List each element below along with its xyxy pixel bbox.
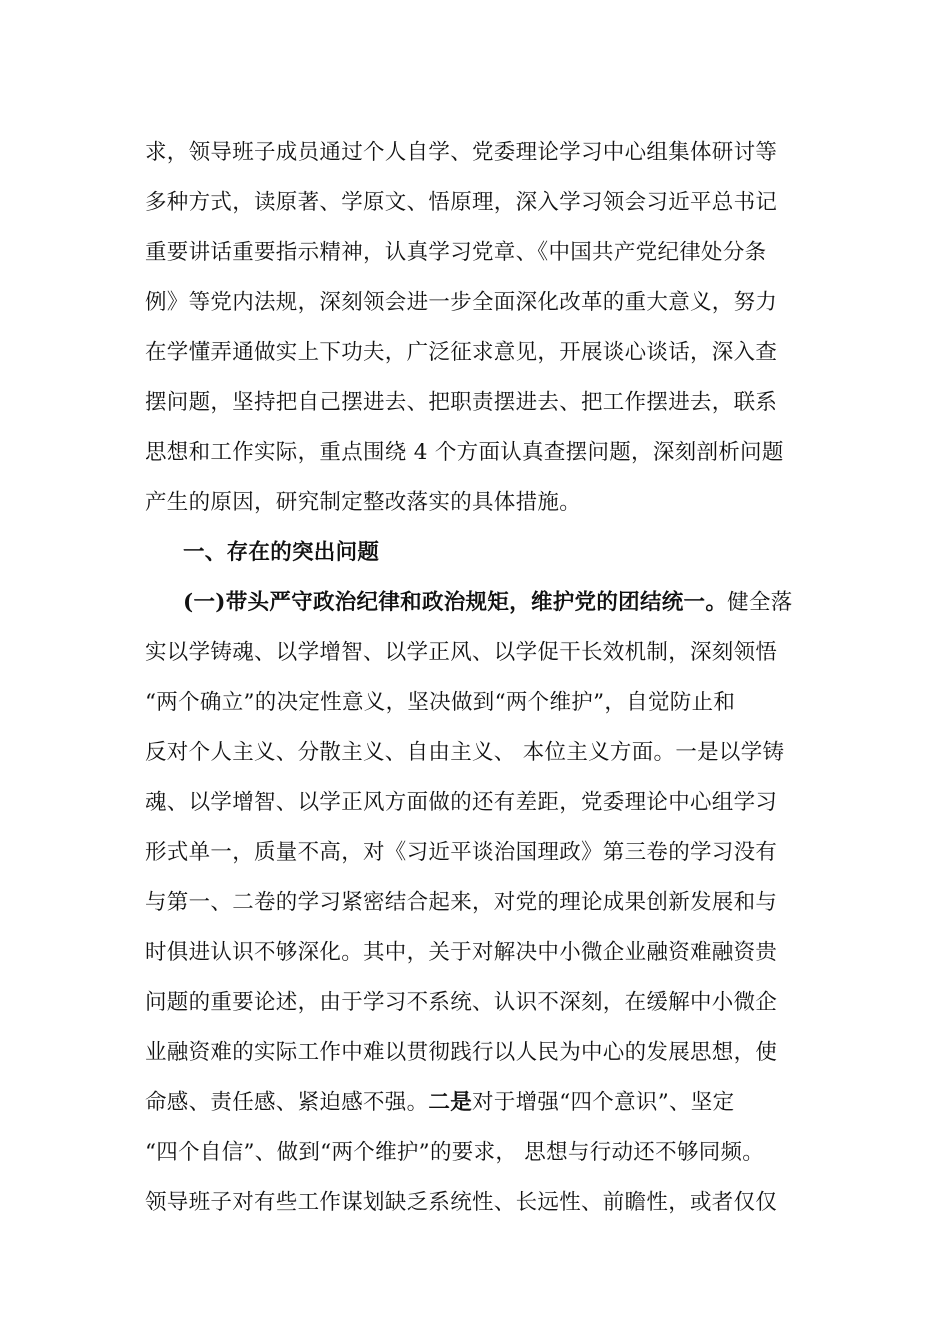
paragraph-line: 领导班子对有些工作谋划缺乏系统性、长远性、前瞻性，或者仅仅	[145, 1190, 778, 1215]
paragraph-line: 例》等党内法规，深刻领会进一步全面深化改革的重大意义，努力	[145, 290, 778, 315]
mixed-text-before: 命感、责任感、紧迫感不强。	[145, 1090, 429, 1115]
paragraph-line: 思想和工作实际，重点围绕 4 个方面认真查摆问题，深刻剖析问题	[145, 440, 784, 465]
mixed-text-bold: 二是	[428, 1090, 473, 1115]
paragraph-line: 时俱进认识不够深化。其中，关于对解决中小微企业融资难融资贵	[145, 940, 778, 965]
paragraph-line: 多种方式，读原著、学原文、悟原理，深入学习领会习近平总书记	[145, 190, 778, 215]
section-heading: 一、存在的突出问题	[183, 540, 380, 565]
paragraph-line: 求，领导班子成员通过个人自学、党委理论学习中心组集体研讨等	[145, 140, 778, 165]
paragraph-line: 在学懂弄通做实上下功夫，广泛征求意见，开展谈心谈话，深入查	[145, 340, 778, 365]
paragraph-line: “四个自信”、做到“两个维护”的要求， 思想与行动还不够同频。	[145, 1140, 765, 1165]
subsection-title-rest: 健全落	[727, 590, 793, 615]
paragraph-line: 摆问题，坚持把自己摆进去、把职责摆进去、把工作摆进去，联系	[145, 390, 778, 415]
paragraph-line: 产生的原因，研究制定整改落实的具体措施。	[145, 490, 582, 515]
document-body	[145, 128, 825, 1228]
mixed-text-after: 对于增强“四个意识”、坚定	[472, 1090, 735, 1115]
paragraph-line-mixed	[145, 1078, 825, 1128]
paragraph-line: 魂、以学增智、以学正风方面做的还有差距，党委理论中心组学习	[145, 790, 778, 815]
paragraph-line: 形式单一，质量不高，对《习近平谈治国理政》第三卷的学习没有	[145, 840, 778, 865]
paragraph-line: 业融资难的实际工作中难以贯彻践行以人民为中心的发展思想，使	[145, 1040, 778, 1065]
paragraph-line: 问题的重要论述，由于学习不系统、认识不深刻，在缓解中小微企	[145, 990, 778, 1015]
paragraph-line: “两个确立”的决定性意义，坚决做到“两个维护”，自觉防止和	[145, 690, 736, 715]
subsection-title-line	[145, 578, 825, 628]
paragraph-line: 实以学铸魂、以学增智、以学正风、以学促干长效机制，深刻领悟	[145, 640, 778, 665]
paragraph-line: 反对个人主义、分散主义、自由主义、 本位主义方面。一是以学铸	[145, 740, 785, 765]
paragraph-line: 重要讲话重要指示精神，认真学习党章、《中国共产党纪律处分条	[145, 240, 767, 265]
paragraph-line: 与第一、二卷的学习紧密结合起来，对党的理论成果创新发展和与	[145, 890, 778, 915]
subsection-title: (一)带头严守政治纪律和政治规矩，维护党的团结统一。	[183, 590, 728, 615]
